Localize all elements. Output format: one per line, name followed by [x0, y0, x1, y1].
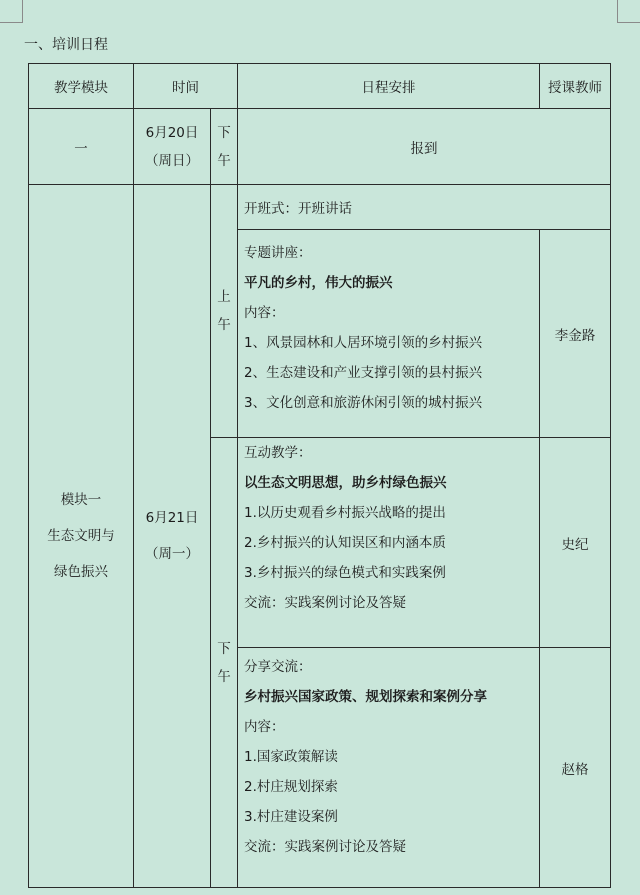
afternoon-period-char: 下	[217, 640, 231, 657]
schedule-table	[28, 63, 611, 888]
morning-period-char: 上	[217, 289, 231, 305]
checkin-content: 报到	[238, 109, 611, 185]
checkin-date-cell	[134, 109, 211, 185]
session-3-line: 分享交流：	[244, 659, 312, 675]
session-2-line: 交流：实践案例讨论及答疑	[244, 595, 406, 611]
table-row-opening	[29, 185, 611, 230]
session-1-line: 3、文化创意和旅游休闲引领的城村振兴	[244, 395, 483, 411]
checkin-period-char: 下	[217, 124, 231, 141]
header-schedule: 日程安排	[238, 64, 540, 109]
table-header-row	[29, 64, 611, 109]
session-3-line: 内容：	[244, 719, 285, 735]
session-3-line: 3.村庄建设案例	[244, 809, 338, 825]
header-time: 时间	[134, 64, 238, 109]
module-one-line: 模块一	[60, 492, 102, 508]
session-1-teacher: 李金路	[540, 230, 611, 438]
session-2-topic: 以生态文明思想，助乡村绿色振兴	[244, 475, 447, 491]
session-1-topic: 平凡的乡村，伟大的振兴	[244, 275, 393, 291]
module-one-weekday: （周一）	[145, 546, 199, 562]
session-3-line: 2.村庄规划探索	[244, 779, 338, 795]
session-1-line: 1、风景园林和人居环境引领的乡村振兴	[244, 335, 483, 351]
session-3-teacher: 赵格	[540, 648, 611, 888]
checkin-date: 6月20日	[145, 124, 199, 141]
checkin-period	[211, 109, 238, 185]
session-3-content	[238, 648, 540, 888]
module-one-date: 6月21日	[145, 510, 199, 526]
module-one-date-cell	[134, 185, 211, 888]
session-2-line: 3.乡村振兴的绿色模式和实践案例	[244, 565, 446, 581]
session-1-line: 专题讲座：	[244, 245, 312, 261]
session-3-line: 交流：实践案例讨论及答疑	[244, 839, 406, 855]
module-one-cell	[29, 185, 134, 888]
session-1-line: 内容：	[244, 305, 285, 321]
session-3-line: 1.国家政策解读	[244, 749, 338, 765]
module-one-line: 生态文明与	[47, 528, 115, 544]
morning-period-char: 午	[217, 317, 231, 333]
afternoon-period-char: 午	[217, 668, 231, 685]
morning-period	[211, 185, 238, 438]
checkin-weekday: （周日）	[145, 152, 199, 169]
header-teacher: 授课教师	[540, 64, 611, 109]
header-module: 教学模块	[29, 64, 134, 109]
page-corner-mark-left	[0, 0, 23, 23]
module-one-line: 绿色振兴	[54, 564, 108, 580]
session-2-line: 2.乡村振兴的认知误区和内涵本质	[244, 535, 446, 551]
checkin-module: 一	[29, 109, 134, 185]
session-2-content	[238, 438, 540, 648]
session-2-teacher: 史纪	[540, 438, 611, 648]
checkin-period-char: 午	[217, 152, 231, 169]
section-title: 一、培训日程	[24, 37, 108, 53]
table-row-checkin	[29, 109, 611, 185]
session-2-line: 1.以历史观看乡村振兴战略的提出	[244, 505, 446, 521]
session-2-line: 互动教学：	[244, 445, 312, 461]
session-1-line: 2、生态建设和产业支撑引领的县村振兴	[244, 365, 483, 381]
afternoon-period	[211, 438, 238, 888]
session-1-content	[238, 230, 540, 438]
session-3-topic: 乡村振兴国家政策、规划探索和案例分享	[244, 689, 487, 705]
opening-ceremony: 开班式：开班讲话	[238, 185, 611, 230]
page-corner-mark-right	[617, 0, 640, 23]
